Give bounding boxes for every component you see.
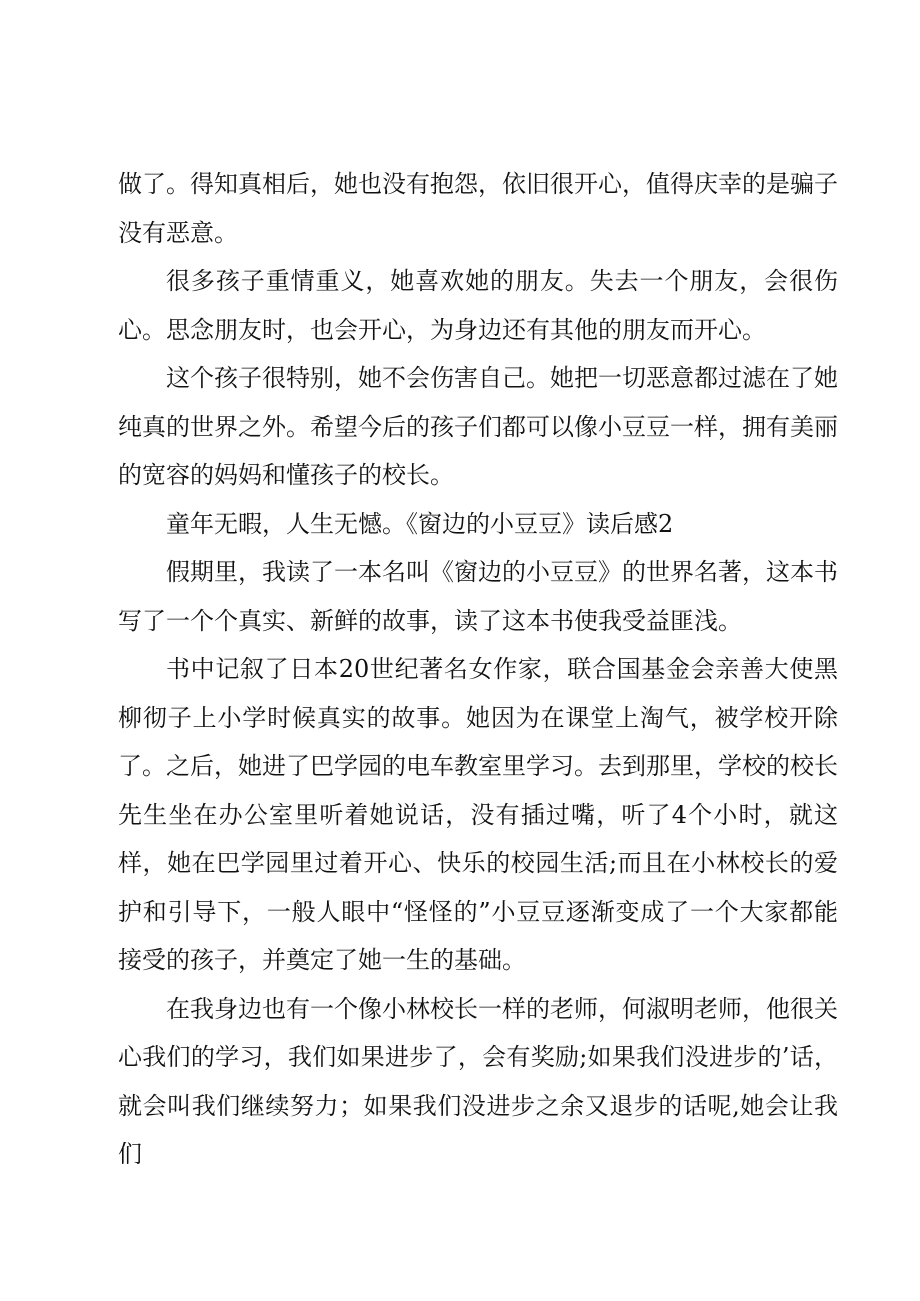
body-text	[118, 160, 838, 1179]
paragraph: 假期里，我读了一本名叫《窗边的小豆豆》的世界名著，这本书写了一个个真实、新鲜的故事，读了这本书使我受益匪浅。	[118, 558, 838, 635]
paragraph: 很多孩子重情重义，她喜欢她的朋友。失去一个朋友，会很伤心。思念朋友时，也会开心，为身边还有其他的朋友而开心。	[118, 267, 838, 344]
essay-title: 童年无暇，人生无憾。《窗边的小豆豆》读后感2	[166, 509, 674, 538]
paragraph: 这个孩子很特别，她不会伤害自己。她把一切恶意都过滤在了她纯真的世界之外。希望今后的孩子们都可以像小豆豆一样，拥有美丽的宽容的妈妈和懂孩子的校长。	[118, 364, 838, 489]
paragraph-continuation: 做了。得知真相后，她也没有抱怨，依旧很开心，值得庆幸的是骗子没有恶意。	[118, 170, 838, 247]
paragraph: 在我身边也有一个像小林校长一样的老师，何淑明老师，他很关心我们的学习，我们如果进步了，会有奖励;如果我们没进步的’话，就会叫我们继续努力；如果我们没进步之余又退步的话呢,她会让我们	[118, 994, 838, 1168]
paragraph: 书中记叙了日本20世纪著名女作家，联合国基金会亲善大使黑柳彻子上小学时候真实的故事。她因为在课堂上淘气，被学校开除了。之后，她进了巴学园的电车教室里学习。去到那里，学校的校长先生坐在办公室里听着她说话，没有插过嘴，听了4个小时，就这样，她在巴学园里过着开心、快乐的校园生活;而且在小林校长的爱护和引导下，一般人眼中“怪怪的”小豆豆逐渐变成了一个大家都能接受的孩子，并奠定了她一生的基础。	[118, 655, 838, 974]
